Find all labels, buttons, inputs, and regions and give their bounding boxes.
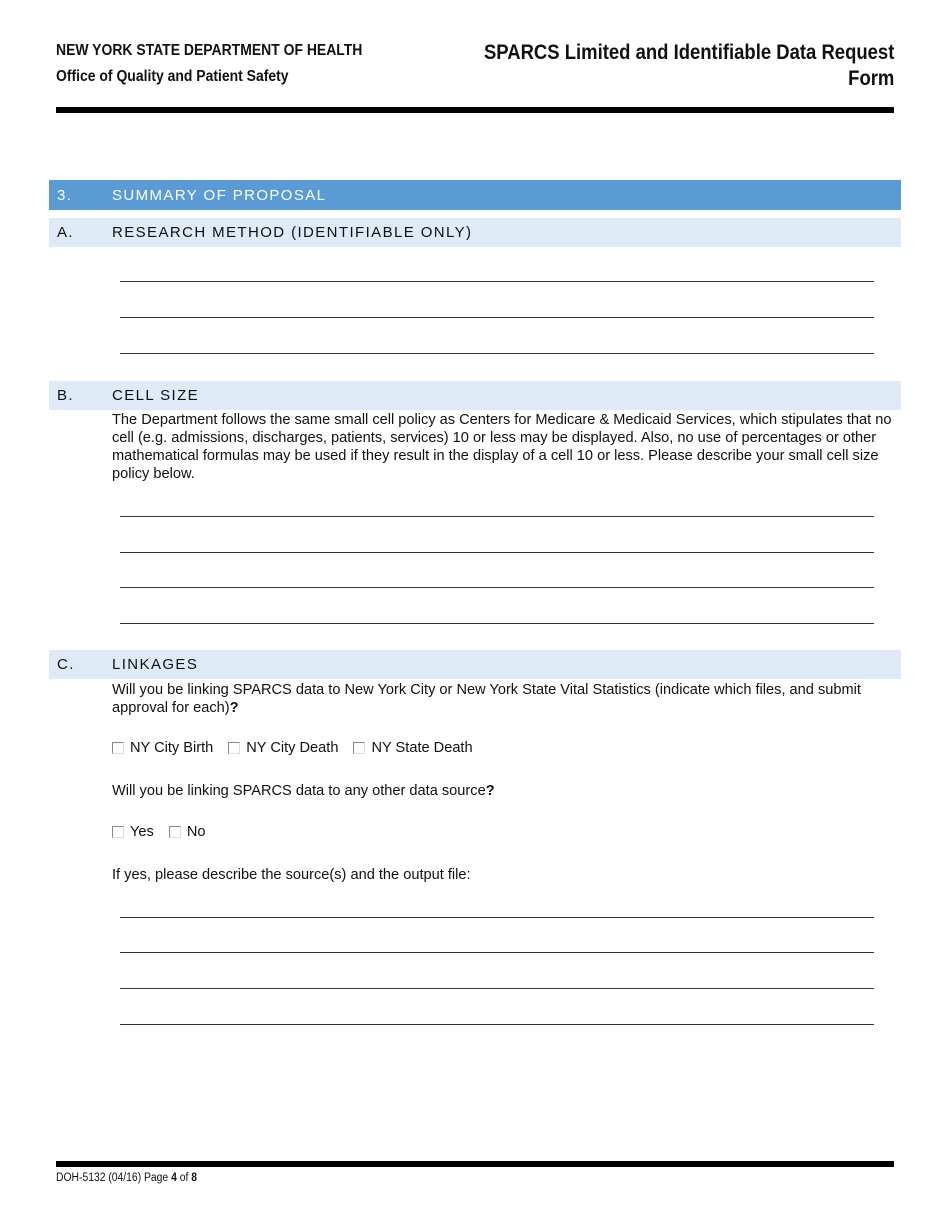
label-yes: Yes — [130, 824, 154, 840]
form-id: DOH-5132 (04/16) Page — [56, 1172, 172, 1184]
header-divider — [56, 107, 894, 113]
describe-source-prompt: If yes, please describe the source(s) and the output file: — [112, 867, 471, 883]
checkbox-ny-city-death[interactable] — [228, 742, 240, 754]
cell-size-line-3[interactable] — [120, 587, 874, 588]
header-left — [56, 42, 396, 86]
other-source-question-text: Will you be linking SPARCS data to any other data source — [112, 783, 486, 799]
checkbox-ny-state-death[interactable] — [353, 742, 365, 754]
linkage-description-line-2[interactable] — [120, 952, 874, 953]
checkbox-yes[interactable] — [112, 826, 124, 838]
option-ny-city-death[interactable] — [228, 740, 338, 756]
question-mark: ? — [229, 700, 239, 716]
label-no: No — [186, 824, 206, 840]
vital-statistics-options — [112, 740, 488, 756]
option-ny-city-birth[interactable] — [112, 740, 213, 756]
office-name: Office of Quality and Patient Safety — [56, 68, 289, 85]
subsection-a-header — [49, 218, 901, 247]
subsection-b-header — [49, 381, 901, 410]
footer-divider — [56, 1161, 894, 1167]
form-title-line2: Form — [847, 67, 894, 90]
cell-size-policy-text: The Department follows the same small cell policy as Centers for Medicare & Medicaid Services, which stipulates that no cell (e.g. admissions, discharges, patients, services) 10 or less may be displayed. Also, no use of percentages or other mathematical formulas may be used if they result in the display of a cell 10 or less. Please describe your small cell size policy below. — [112, 412, 892, 482]
linkage-description-line-4[interactable] — [120, 1024, 874, 1025]
checkbox-no[interactable] — [169, 826, 181, 838]
other-source-question — [112, 782, 894, 800]
subsection-b-letter: B. — [57, 387, 74, 404]
subsection-c-header — [49, 650, 901, 679]
label-ny-city-death: NY City Death — [246, 740, 339, 756]
research-method-line-3[interactable] — [120, 353, 874, 354]
vital-statistics-question-text: Will you be linking SPARCS data to New York City or New York State Vital Statistics (indicate which files, and submit approval for each) — [112, 682, 861, 716]
cell-size-line-2[interactable] — [120, 552, 874, 553]
label-ny-city-birth: NY City Birth — [130, 740, 214, 756]
page-total: 8 — [191, 1172, 197, 1184]
cell-size-line-4[interactable] — [120, 623, 874, 624]
option-yes[interactable] — [112, 824, 154, 840]
subsection-a-title: RESEARCH METHOD (IDENTIFIABLE ONLY) — [112, 224, 473, 241]
page-of: of — [176, 1172, 192, 1184]
research-method-line-2[interactable] — [120, 317, 874, 318]
form-title-line1: SPARCS Limited and Identifiable Data Request — [483, 41, 894, 64]
other-source-options — [112, 824, 220, 840]
cell-size-line-1[interactable] — [120, 516, 874, 517]
subsection-b-title: CELL SIZE — [112, 387, 200, 404]
vital-statistics-question — [112, 681, 894, 717]
page-footer — [56, 1172, 197, 1184]
section-title: SUMMARY OF PROPOSAL — [112, 186, 327, 204]
linkage-description-line-3[interactable] — [120, 988, 874, 989]
section-number: 3. — [57, 186, 73, 204]
agency-name: NEW YORK STATE DEPARTMENT OF HEALTH — [56, 42, 363, 59]
research-method-line-1[interactable] — [120, 281, 874, 282]
subsection-c-title: LINKAGES — [112, 656, 199, 673]
label-ny-state-death: NY State Death — [371, 740, 473, 756]
option-ny-state-death[interactable] — [353, 740, 472, 756]
subsection-c-letter: C. — [57, 656, 75, 673]
question-mark: ? — [485, 783, 495, 799]
form-title — [428, 40, 894, 92]
page-number: 4 — [171, 1172, 177, 1184]
linkage-description-line-1[interactable] — [120, 917, 874, 918]
section-header — [49, 180, 901, 210]
subsection-a-letter: A. — [57, 224, 74, 241]
checkbox-ny-city-birth[interactable] — [112, 742, 124, 754]
option-no[interactable] — [169, 824, 206, 840]
